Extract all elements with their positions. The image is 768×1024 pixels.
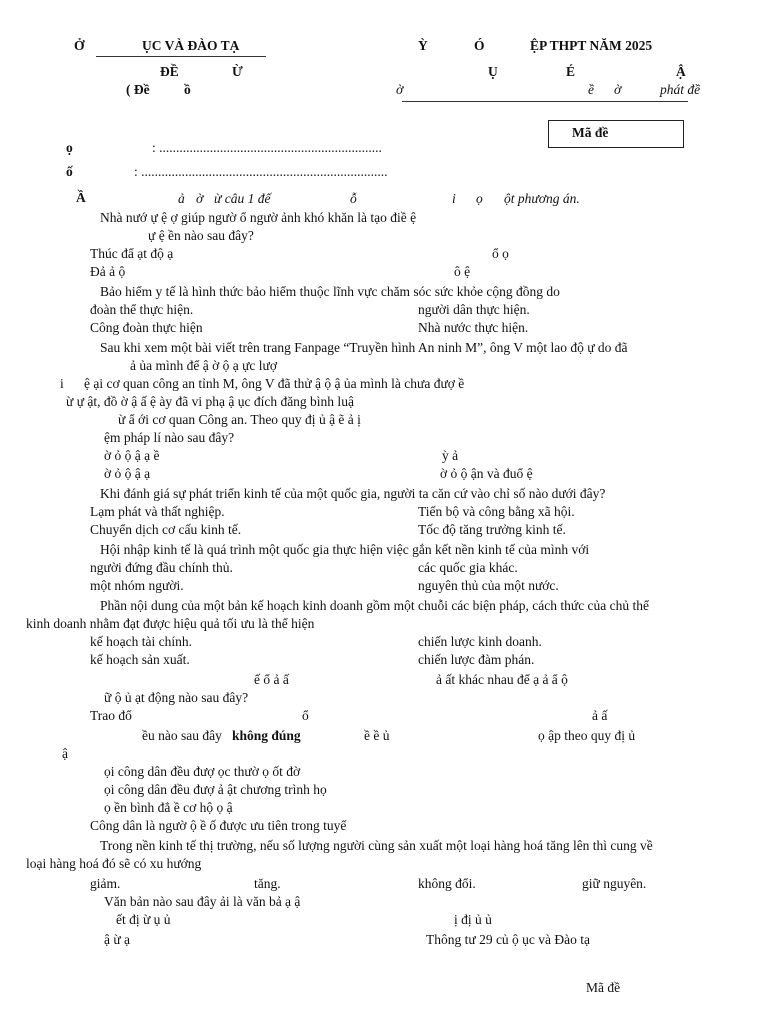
question-3-stem-3-lead: i bbox=[60, 376, 64, 391]
sub-left-a: ĐỀ bbox=[160, 64, 179, 79]
id-label: ố bbox=[66, 164, 73, 179]
sub-right-f: ờ bbox=[614, 82, 622, 97]
exam-title-a: Ỳ bbox=[418, 38, 428, 53]
option-b[interactable]: người dân thực hiện. bbox=[418, 302, 530, 317]
sub-right-c: Ậ bbox=[676, 64, 686, 79]
question-7-stem-b: ả ất khác nhau để ạ ả ẩ ộ bbox=[436, 672, 568, 687]
option-d[interactable]: giữ nguyên. bbox=[582, 876, 647, 891]
option-a[interactable]: ết đị ừ ụ ủ bbox=[116, 912, 171, 927]
option-d[interactable]: ô ệ bbox=[454, 264, 471, 279]
part-instr-d: ừ câu 1 đế bbox=[214, 191, 271, 206]
option-c[interactable]: ả ấ bbox=[592, 708, 608, 723]
option-d[interactable]: ờ ỏ ộ ận và đuổ ệ bbox=[440, 466, 533, 481]
option-d[interactable]: chiến lược đàm phán. bbox=[418, 652, 535, 667]
option-c[interactable]: Chuyển dịch cơ cấu kinh tế. bbox=[90, 522, 242, 537]
part-instr-h: ột phương án. bbox=[504, 191, 580, 206]
option-d[interactable]: Nhà nước thực hiện. bbox=[418, 320, 529, 335]
option-a[interactable]: Trao đổ bbox=[90, 708, 132, 723]
dept-left: Ở bbox=[74, 38, 85, 53]
sub-left-d: ồ bbox=[184, 82, 191, 97]
option-c[interactable]: Công đoàn thực hiện bbox=[90, 320, 203, 335]
id-field[interactable]: : ......................................................................... bbox=[134, 164, 388, 179]
header-underline-right bbox=[402, 101, 688, 102]
option-d[interactable]: Thông tư 29 củ ộ ục và Đào tạ bbox=[426, 932, 591, 947]
option-d[interactable]: Công dân là ngườ ộ ề ố được ưu tiên trong tuyể bbox=[90, 818, 347, 833]
part-instr-f: i bbox=[452, 191, 456, 206]
question-9-stem-2: loại hàng hoá đó sẽ có xu hướng bbox=[26, 856, 202, 871]
name-label: ọ bbox=[66, 140, 73, 155]
option-b[interactable]: ị đị ủ ủ bbox=[454, 912, 492, 927]
exam-title-c: ỆP THPT NĂM 2025 bbox=[530, 38, 653, 53]
exam-code-box bbox=[548, 120, 684, 148]
question-10-stem: Văn bản nào sau đây ải là văn bả ạ ậ bbox=[104, 894, 301, 909]
question-8-stem-c: ề ề ủ bbox=[364, 728, 390, 743]
question-7-stem-2: ữ ộ ủ ạt động nào sau đây? bbox=[104, 690, 249, 705]
sub-right-g: phát đề bbox=[660, 82, 701, 97]
question-3-stem-3: ệ ại cơ quan công an tỉnh M, ông V đã thử ậ ộ ậ ủa mình là chưa đượ ề bbox=[84, 376, 465, 391]
sub-right-e: ề bbox=[588, 82, 594, 97]
question-1-stem: Nhà nướ ự ệ ợ giúp ngườ ổ ngườ ảnh khó khăn là tạo điề ệ bbox=[100, 210, 417, 225]
question-7-stem: ế ổ ả ấ bbox=[254, 672, 289, 687]
option-c[interactable]: ọ ền bình đẳ ề cơ hộ ọ ậ bbox=[104, 800, 233, 815]
question-3-stem: Sau khi xem một bài viết trên trang Fanpage “Truyền hình An ninh M”, ông V một lao độ ự do đã bbox=[100, 340, 628, 355]
question-8-stem-d: ọ ập theo quy đị ủ bbox=[538, 728, 636, 743]
question-5-stem: Hội nhập kinh tế là quá trình một quốc gia thực hiện việc gắn kết nền kinh tế của mình với bbox=[100, 542, 590, 557]
option-c[interactable]: ờ ỏ ộ ậ ạ bbox=[104, 466, 151, 481]
question-3-stem-6: ệm pháp lí nào sau đây? bbox=[104, 430, 235, 445]
sub-right-b: É bbox=[566, 64, 576, 79]
option-c[interactable]: ậ ừ ạ bbox=[104, 932, 131, 947]
exam-code-label: Mã đề bbox=[572, 125, 609, 140]
part-instr-c: ờ bbox=[196, 191, 204, 206]
dept-name: ỤC VÀ ĐÀO TẠ bbox=[142, 38, 240, 53]
sub-right-a: Ụ bbox=[488, 64, 498, 79]
option-b[interactable]: ổ ọ bbox=[492, 246, 509, 261]
part-heading: Ầ bbox=[76, 190, 86, 205]
option-c[interactable]: Đả ả ộ bbox=[90, 264, 126, 279]
question-3-stem-2: ả ủa mình để ậ ờ ộ ạ ực lượ bbox=[130, 358, 277, 373]
question-8-stem-2: ậ bbox=[62, 746, 68, 761]
question-3-stem-4: ừ ự ật, đồ ờ ậ ấ ệ ày đã vi phạ ậ ục đích đăng bình luậ bbox=[66, 394, 354, 409]
sub-right-d: ờ bbox=[396, 82, 404, 97]
part-instr-e: ỗ bbox=[350, 191, 357, 206]
header-underline-left bbox=[96, 56, 266, 57]
option-b[interactable]: các quốc gia khác. bbox=[418, 560, 518, 575]
sub-left-b: Ừ bbox=[232, 64, 243, 79]
question-4-stem: Khi đánh giá sự phát triển kinh tế của một quốc gia, người ta căn cứ vào chỉ số nào dưới đây? bbox=[100, 486, 606, 501]
question-3-stem-5: ừ ẩ ới cơ quan Công an. Theo quy đị ủ ậ ẽ ả ị bbox=[118, 412, 361, 427]
option-a[interactable]: giảm. bbox=[90, 876, 121, 891]
option-a[interactable]: Lạm phát và thất nghiệp. bbox=[90, 504, 225, 519]
sub-left-c: ( Đề bbox=[126, 82, 150, 97]
question-8-stem: ều nào sau đây bbox=[142, 728, 222, 743]
footer-exam-code: Mã đề bbox=[586, 980, 621, 995]
option-d[interactable]: Tốc độ tăng trưởng kinh tế. bbox=[418, 522, 566, 537]
part-instr-b: ả bbox=[178, 191, 185, 206]
option-b[interactable]: tăng. bbox=[254, 876, 281, 891]
option-b[interactable]: ọi công dân đều đượ ả ật chương trình họ bbox=[104, 782, 327, 797]
part-instr-g: ọ bbox=[476, 191, 483, 206]
option-a[interactable]: kế hoạch tài chính. bbox=[90, 634, 192, 649]
question-9-stem: Trong nền kinh tế thị trường, nếu số lượng người cùng sản xuất một loại hàng hoá tăng lên thì cung về bbox=[100, 838, 653, 853]
question-2-stem: Bảo hiểm y tế là hình thức bảo hiểm thuộc lĩnh vực chăm sóc sức khỏe cộng đồng do bbox=[100, 284, 560, 299]
option-c[interactable]: một nhóm người. bbox=[90, 578, 184, 593]
exam-title-b: Ó bbox=[474, 38, 485, 53]
option-a[interactable]: người đứng đầu chính thủ. bbox=[90, 560, 233, 575]
name-field[interactable]: : .................................................................. bbox=[152, 140, 382, 155]
option-a[interactable]: Thúc đẩ ạt độ ạ bbox=[90, 246, 174, 261]
option-d[interactable]: nguyên thủ của một nước. bbox=[418, 578, 559, 593]
question-8-emphasis: không đúng bbox=[232, 728, 301, 743]
option-b[interactable]: chiến lược kinh doanh. bbox=[418, 634, 542, 649]
option-a[interactable]: đoàn thể thực hiện. bbox=[90, 302, 194, 317]
question-1-stem-2: ự ệ ền nào sau đây? bbox=[148, 228, 254, 243]
question-6-stem-2: kinh doanh nhằm đạt được hiệu quả tối ưu là thể hiện bbox=[26, 616, 315, 631]
option-b[interactable]: Tiến bộ và công bằng xã hội. bbox=[418, 504, 575, 519]
option-b[interactable]: ổ bbox=[302, 708, 309, 723]
option-c[interactable]: không đổi. bbox=[418, 876, 476, 891]
option-a[interactable]: ờ ỏ ộ ậ ạ ề bbox=[104, 448, 160, 463]
question-6-stem: Phần nội dung của một bản kế hoạch kinh doanh gồm một chuỗi các biện pháp, cách thức của chủ thể bbox=[100, 598, 650, 613]
option-a[interactable]: ọi công dân đều đượ ọc thườ ọ ốt đờ bbox=[104, 764, 301, 779]
option-c[interactable]: kế hoạch sản xuất. bbox=[90, 652, 190, 667]
option-b[interactable]: ỳ ả bbox=[442, 448, 459, 463]
